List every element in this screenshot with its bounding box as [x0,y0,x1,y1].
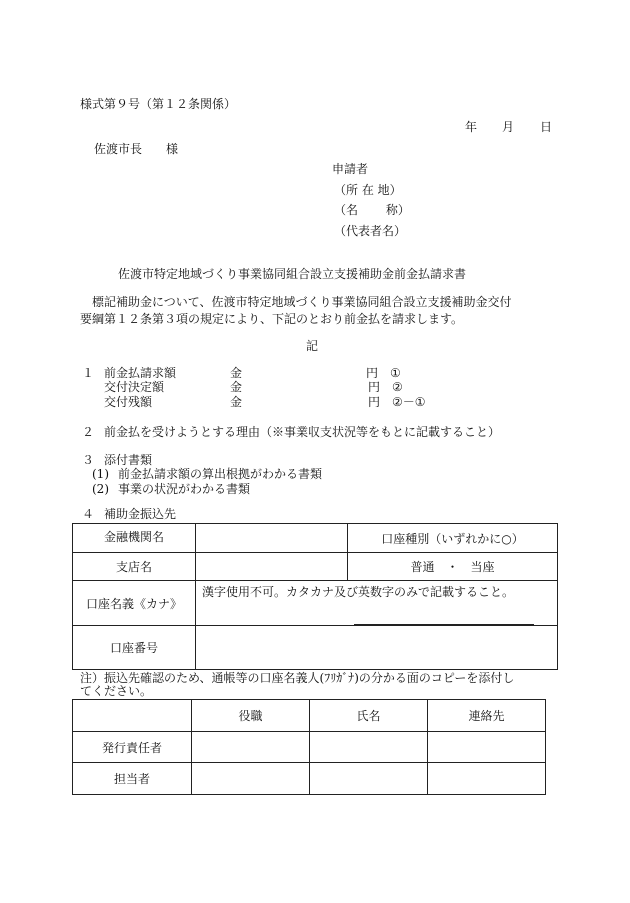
section3-item1-num: (1) [92,467,109,481]
body-text-line2: 要綱第１２条第３項の規定により、下記のとおり前金払を請求します。 [80,312,464,326]
bank-name-field[interactable] [196,524,348,553]
bank-transfer-table [72,523,558,670]
account-holder-label: 口座名義《カナ》 [73,581,196,626]
divider [354,624,534,625]
document-title: 佐渡市特定地域づくり事業協同組合設立支援補助金前金払請求書 [118,267,467,281]
header-name: 氏名 [310,700,428,732]
row-label: 交付残額 [104,395,153,409]
person-in-charge-position-field[interactable] [192,763,310,795]
form-number: 様式第９号（第１２条関係） [80,97,237,111]
person-in-charge-name-field[interactable] [310,763,428,795]
branch-name-field[interactable] [196,553,348,581]
issuer-responsible-name-field[interactable] [310,732,428,763]
issuer-responsible-contact-field[interactable] [428,732,546,763]
account-number-label: 口座番号 [73,626,196,670]
row-yen: 円 [368,395,381,409]
section3-item1-text: 前金払請求額の算出根拠がわかる書類 [118,467,323,481]
body-text-line1: 標記補助金について、佐渡市特定地域づくり事業協同組合設立支援補助金交付 [92,295,512,309]
row-label: 前金払請求額 [104,366,177,380]
row-yen: 円 [368,380,381,394]
account-number-field[interactable] [196,626,558,670]
branch-name-label: 支店名 [73,553,196,581]
header-contact: 連絡先 [428,700,546,732]
account-holder-field[interactable] [196,581,558,626]
person-in-charge-label: 担当者 [73,763,192,795]
row-label: 交付決定額 [104,380,165,394]
ki-heading: 記 [306,339,319,353]
row-mark: ① [390,366,401,380]
applicant-address-label: （所 在 地） [334,183,402,197]
row-kin: 金 [230,395,243,409]
date-day: 日 [540,120,553,134]
account-holder-note: 漢字使用不可。カタカナ及び英数字のみで記載すること。 [202,585,515,599]
account-type-options[interactable]: 普通 ・ 当座 [348,553,558,581]
applicant-representative-label: （代表者名） [334,224,407,238]
bank-name-label: 金融機関名 [73,524,196,553]
issuer-header-blank [73,700,192,732]
row-yen: 円 [366,366,379,380]
section4-number: ４ [82,507,95,521]
header-position: 役職 [192,700,310,732]
section3-number: ３ [82,453,95,467]
applicant-label: 申請者 [332,162,369,176]
section2-number: ２ [82,425,95,439]
recipient: 佐渡市長 様 [94,142,179,156]
row-mark: ② [392,380,403,394]
section4-title: 補助金振込先 [104,507,177,521]
person-in-charge-contact-field[interactable] [428,763,546,795]
section2-text: 前金払を受けようとする理由（※事業収支状況等をもとに記載すること） [104,425,501,439]
row-mark: ②－① [392,395,426,409]
section3-title: 添付書類 [104,453,153,467]
row-kin: 金 [230,366,243,380]
issuer-table [72,699,546,795]
section3-item2-num: (2) [92,482,109,496]
note-line1: 注）振込先確認のため、通帳等の口座名義人(ﾌﾘｶﾞﾅ)の分かる面のコピーを添付し [80,671,515,685]
note-line2: てください。 [80,684,153,698]
date-year: 年 [465,120,478,134]
issuer-responsible-label: 発行責任者 [73,732,192,763]
date-month: 月 [502,120,515,134]
issuer-responsible-position-field[interactable] [192,732,310,763]
applicant-name-label: （名 称） [334,203,410,217]
section1-number: １ [82,366,95,380]
row-kin: 金 [230,380,243,394]
section3-item2-text: 事業の状況がわかる書類 [118,482,251,496]
account-type-label: 口座種別（いずれかに○） [348,524,558,553]
